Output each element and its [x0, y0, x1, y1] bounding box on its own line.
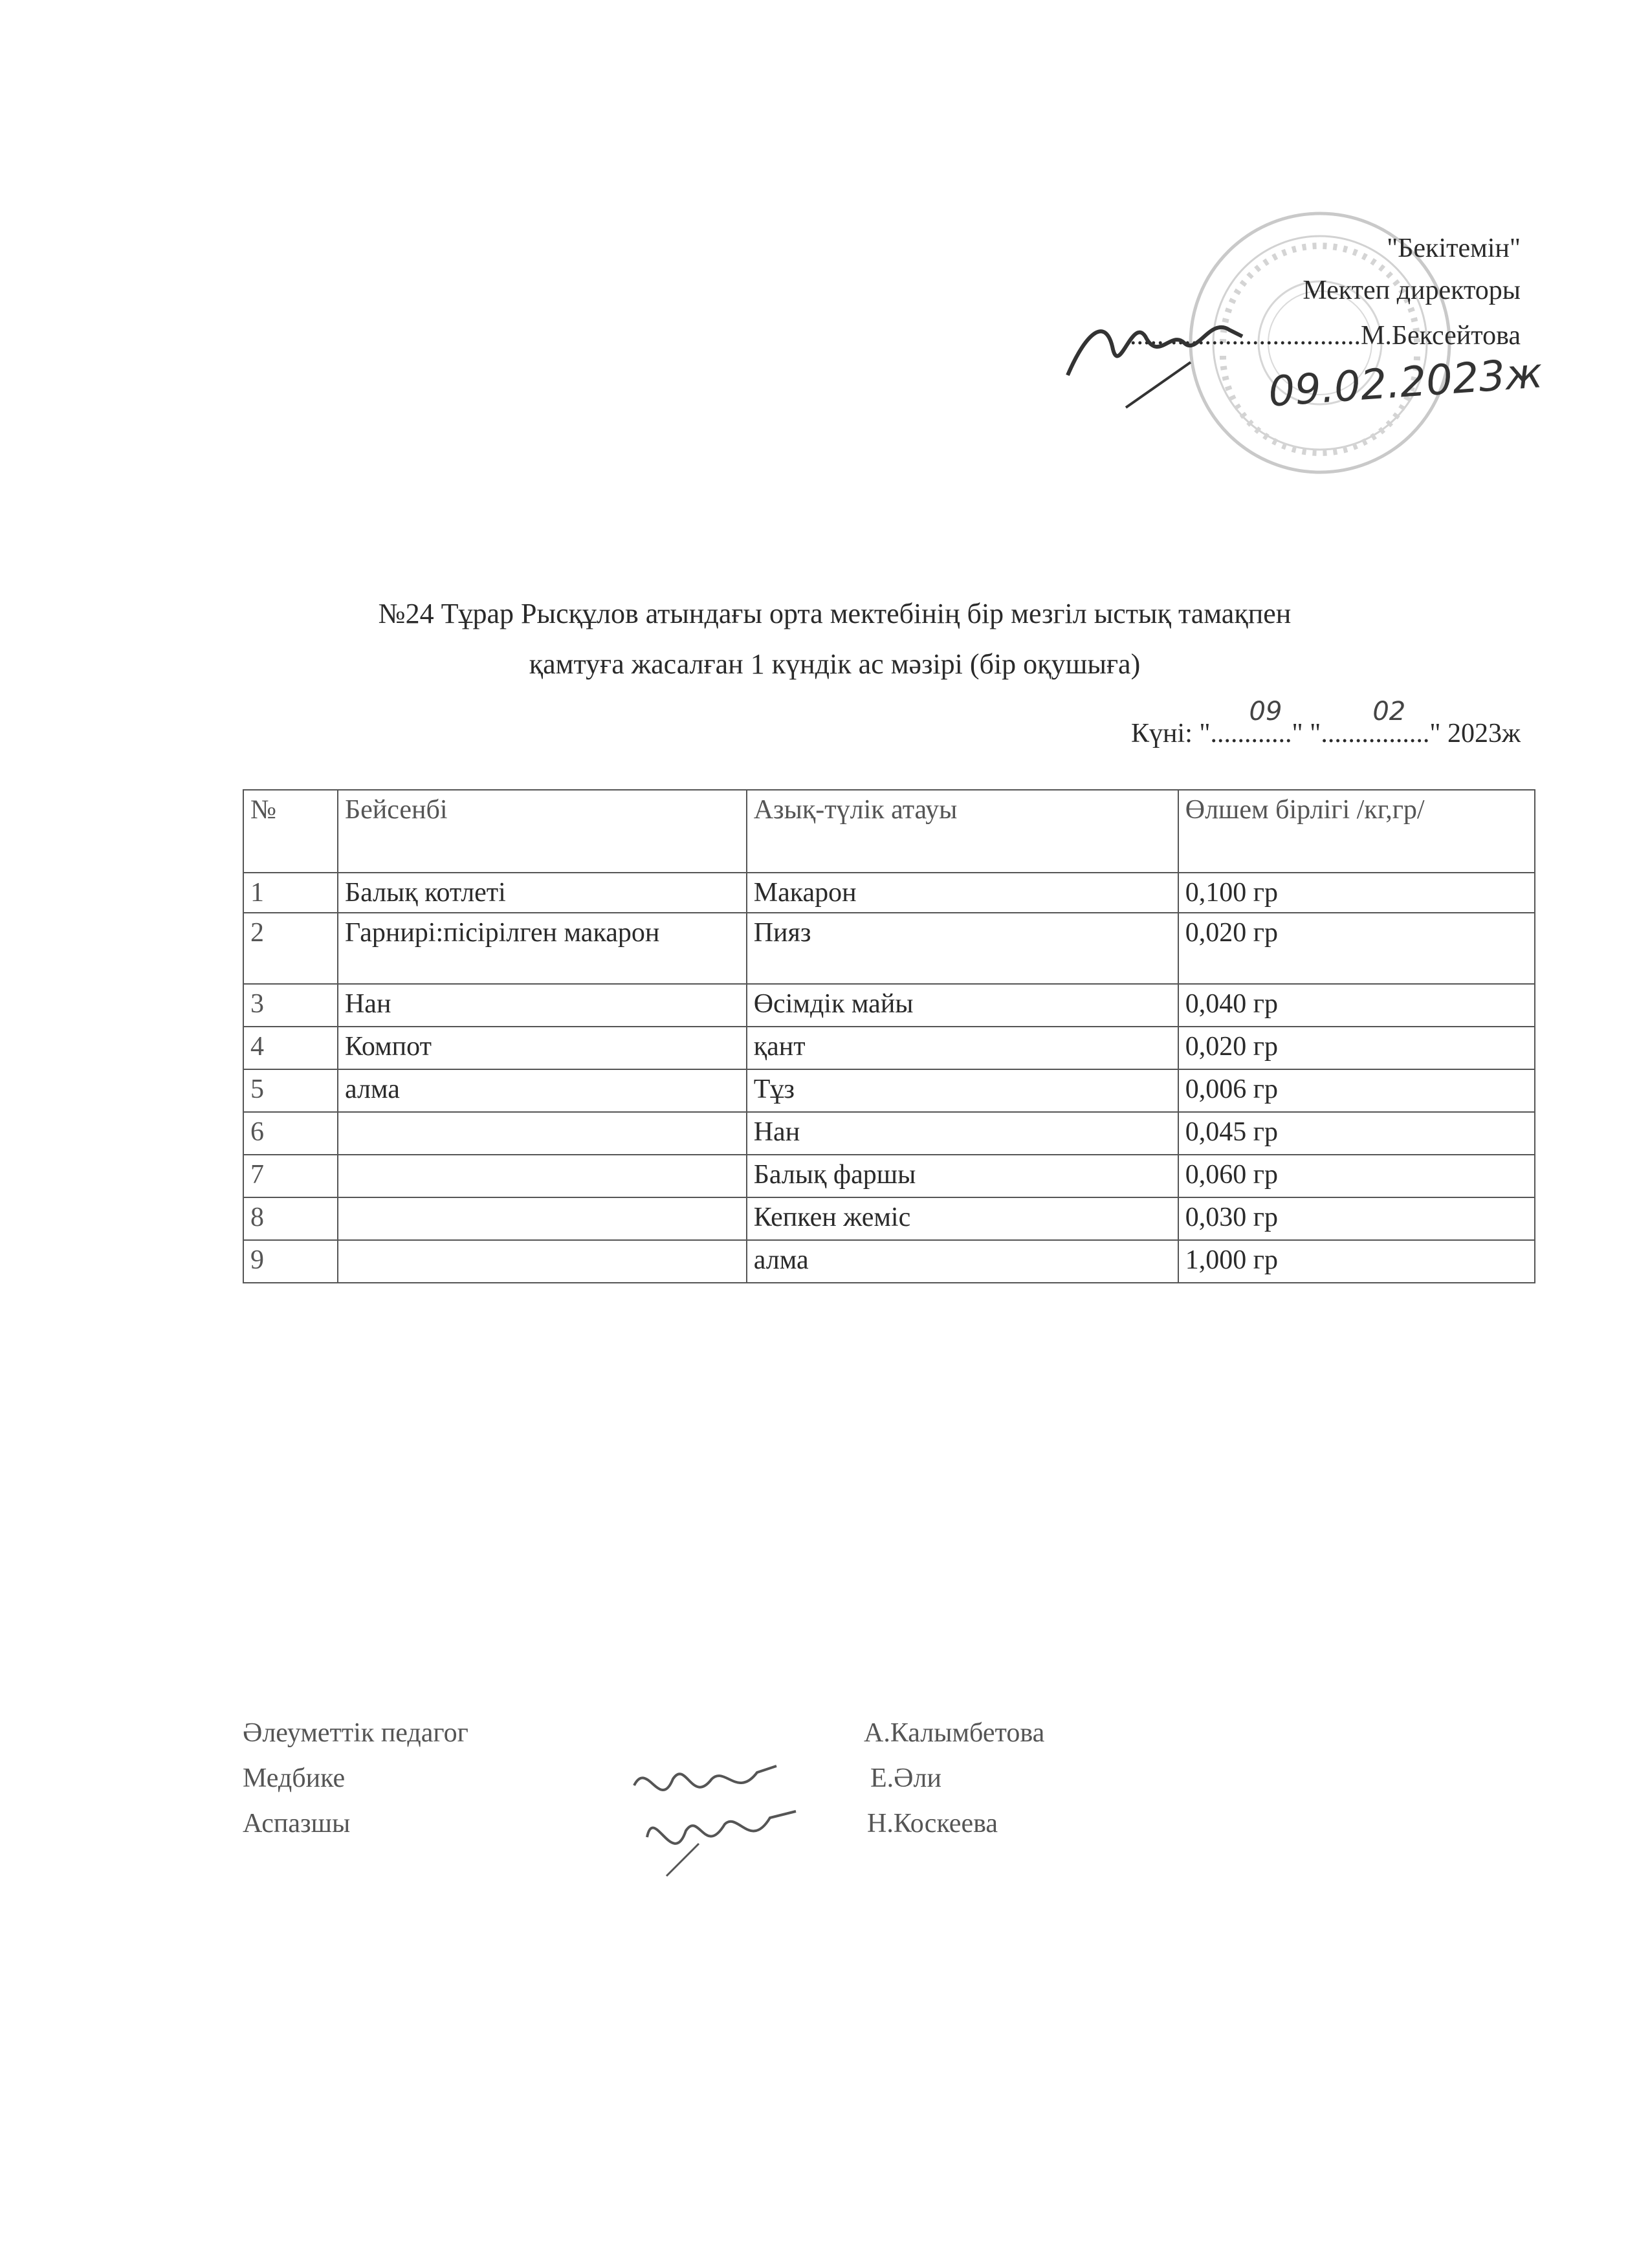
cell-dish: Нан — [338, 984, 747, 1027]
cell-number: 6 — [243, 1112, 338, 1155]
cell-dish: алма — [338, 1069, 747, 1112]
menu-table-body — [243, 873, 1535, 1283]
table-row — [243, 1155, 1535, 1197]
header-product: Азық-түлік атауы — [747, 790, 1178, 873]
cell-product: Өсімдік майы — [747, 984, 1178, 1027]
signature-name-2: Е.Әли — [870, 1763, 941, 1793]
cell-product: Кепкен жеміс — [747, 1197, 1178, 1240]
date-month: ................ 02 — [1321, 697, 1430, 748]
document-title-line-2: қамтуға жасалған 1 күндік ас мәзірі (бір оқушыға) — [529, 648, 1141, 680]
date-prefix: Күні: " — [1131, 719, 1211, 748]
menu-table — [243, 789, 1535, 1283]
cell-unit: 0,006 гр — [1178, 1069, 1535, 1112]
cell-product: Нан — [747, 1112, 1178, 1155]
approval-stamp-word: "Бекітемін" — [1387, 234, 1521, 263]
signature-name-1: А.Калымбетова — [864, 1718, 1045, 1748]
cell-number: 7 — [243, 1155, 338, 1197]
cell-product: Балық фаршы — [747, 1155, 1178, 1197]
approval-handwritten-date: 09.02.2023ж — [1266, 349, 1545, 417]
cell-unit: 0,100 гр — [1178, 873, 1535, 913]
table-row — [243, 984, 1535, 1027]
signature-role-3: Аспазшы — [243, 1809, 351, 1838]
cell-dish: Гарнирі:пісірілген макарон — [338, 913, 747, 984]
cell-unit: 0,020 гр — [1178, 913, 1535, 984]
signature-role-1: Әлеуметтік педагог — [243, 1718, 468, 1748]
cell-dish — [338, 1197, 747, 1240]
cell-unit: 0,040 гр — [1178, 984, 1535, 1027]
cell-dish — [338, 1155, 747, 1197]
cell-number: 8 — [243, 1197, 338, 1240]
cell-number: 1 — [243, 873, 338, 913]
cell-dish — [338, 1240, 747, 1283]
cell-product: Макарон — [747, 873, 1178, 913]
date-suffix: " 2023ж — [1429, 719, 1521, 748]
document-title-line-1: №24 Тұрар Рысқұлов атындағы орта мектебінің бір мезгіл ыстық тамақпен — [378, 598, 1292, 629]
cell-dish: Балық котлеті — [338, 873, 747, 913]
date-day: ............ 09 — [1210, 697, 1292, 748]
header-number: № — [243, 790, 338, 873]
table-row — [243, 1027, 1535, 1069]
cell-number: 4 — [243, 1027, 338, 1069]
cell-number: 5 — [243, 1069, 338, 1112]
cell-unit: 0,060 гр — [1178, 1155, 1535, 1197]
table-row — [243, 873, 1535, 913]
cell-number: 2 — [243, 913, 338, 984]
menu-date: Күні: "............ 09 " "................ 02 " 2023ж — [1131, 697, 1521, 748]
date-month-handwritten: 02 — [1372, 697, 1406, 726]
header-unit: Өлшем бірлігі /кг,гр/ — [1178, 790, 1535, 873]
header-dish: Бейсенбі — [338, 790, 747, 873]
table-header-row — [243, 790, 1535, 873]
cell-number: 9 — [243, 1240, 338, 1283]
table-row — [243, 1112, 1535, 1155]
date-day-handwritten: 09 — [1249, 697, 1282, 726]
cell-unit: 1,000 гр — [1178, 1240, 1535, 1283]
cell-unit: 0,030 гр — [1178, 1197, 1535, 1240]
cell-number: 3 — [243, 984, 338, 1027]
cell-product: қант — [747, 1027, 1178, 1069]
approval-position: Мектеп директоры — [1303, 276, 1521, 305]
cell-unit: 0,045 гр — [1178, 1112, 1535, 1155]
signature-name-3: Н.Коскеева — [867, 1809, 998, 1838]
cell-dish — [338, 1112, 747, 1155]
table-row — [243, 1197, 1535, 1240]
approval-director-name: ..................................М.Бексейтова — [1130, 321, 1521, 351]
staff-signatures-icon — [621, 1747, 815, 1895]
cell-product: алма — [747, 1240, 1178, 1283]
table-row — [243, 1240, 1535, 1283]
cell-dish: Компот — [338, 1027, 747, 1069]
table-row — [243, 913, 1535, 984]
cell-unit: 0,020 гр — [1178, 1027, 1535, 1069]
cell-product: Пияз — [747, 913, 1178, 984]
cell-product: Тұз — [747, 1069, 1178, 1112]
signature-role-2: Медбике — [243, 1763, 346, 1793]
table-row — [243, 1069, 1535, 1112]
